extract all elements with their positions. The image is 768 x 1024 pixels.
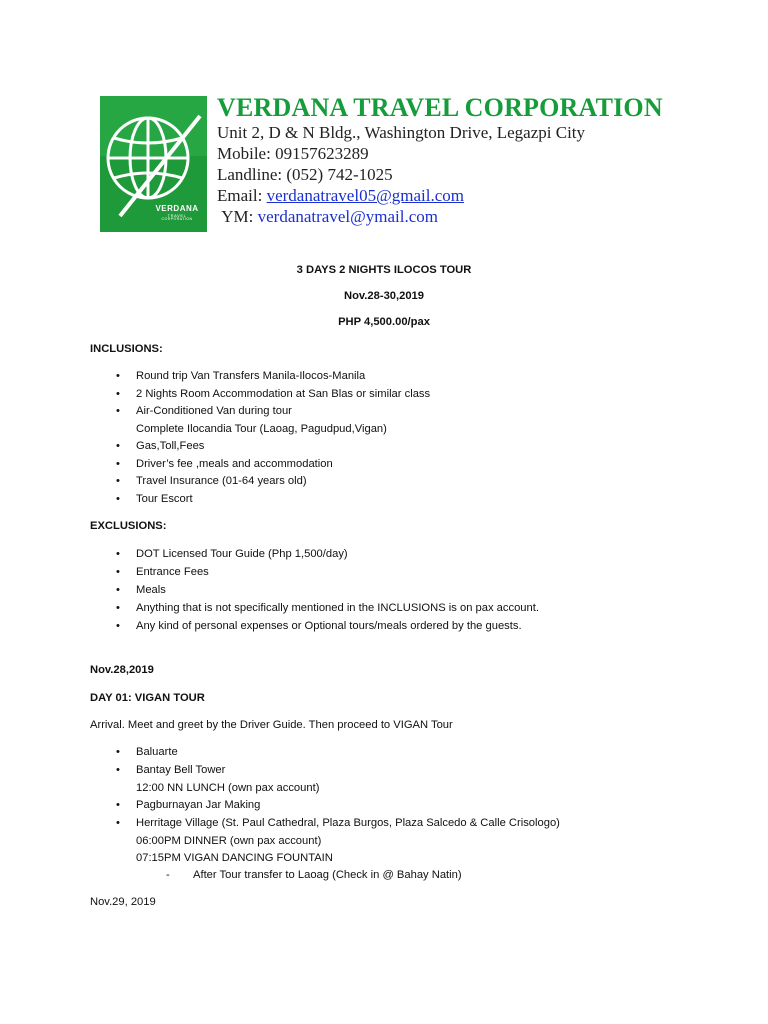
- dash-marker: -: [166, 869, 170, 881]
- day2-date: Nov.29, 2019: [90, 896, 156, 908]
- inclusion-item-continued: Complete Ilocandia Tour (Laoag, Pagudpud,Vigan): [136, 423, 387, 435]
- logo-sub: TRAVEL: [167, 213, 187, 218]
- company-logo: [100, 96, 207, 232]
- bullet-icon: •: [116, 388, 120, 400]
- ym-link[interactable]: verdanatravel@ymail.com: [257, 207, 439, 226]
- tour-dates: Nov.28-30,2019: [343, 290, 425, 302]
- email-link[interactable]: verdanatravel05@gmail.com: [266, 186, 464, 205]
- bullet-icon: •: [116, 370, 120, 382]
- bullet-icon: •: [116, 602, 120, 614]
- tour-title: 3 DAYS 2 NIGHTS ILOCOS TOUR: [296, 264, 472, 276]
- inclusion-item: Round trip Van Transfers Manila-Ilocos-Manila: [136, 370, 366, 382]
- tour-price: PHP 4,500.00/pax: [338, 316, 430, 328]
- bullet-icon: •: [116, 799, 120, 811]
- inclusion-item: Travel Insurance (01-64 years old): [136, 475, 307, 487]
- exclusions-heading: EXCLUSIONS:: [90, 520, 167, 532]
- bullet-icon: •: [116, 458, 120, 470]
- exclusion-item: Entrance Fees: [136, 566, 209, 578]
- exclusion-item: DOT Licensed Tour Guide (Php 1,500/day): [136, 548, 348, 560]
- bullet-icon: •: [116, 548, 120, 560]
- exclusion-item: Any kind of personal expenses or Optional tours/meals ordered by the guests.: [136, 620, 522, 632]
- inclusion-item: Gas,Toll,Fees: [136, 440, 205, 452]
- itinerary-note: 06:00PM DINNER (own pax account): [136, 835, 322, 847]
- company-landline: Landline: (052) 742-1025: [217, 165, 393, 184]
- inclusion-item: Driver’s fee ,meals and accommodation: [136, 458, 333, 470]
- company-mobile: Mobile: 09157623289: [217, 144, 369, 163]
- bullet-icon: •: [116, 746, 120, 758]
- bullet-icon: •: [116, 620, 120, 632]
- company-name: VERDANA TRAVEL CORPORATION: [217, 93, 663, 122]
- bullet-icon: •: [116, 584, 120, 596]
- itinerary-item: Herritage Village (St. Paul Cathedral, Plaza Burgos, Plaza Salcedo & Calle Crisologo): [136, 817, 560, 829]
- day1-intro: Arrival. Meet and greet by the Driver Guide. Then proceed to VIGAN Tour: [90, 719, 453, 731]
- exclusion-item: Meals: [136, 584, 166, 596]
- company-email-line: [217, 185, 663, 206]
- day1-date: Nov.28,2019: [90, 664, 154, 676]
- exclusion-item: Anything that is not specifically mentioned in the INCLUSIONS is on pax account.: [136, 602, 539, 614]
- company-info: [217, 94, 663, 227]
- bullet-icon: •: [116, 493, 120, 505]
- inclusion-item: 2 Nights Room Accommodation at San Blas or similar class: [136, 388, 431, 400]
- email-label: Email:: [217, 186, 267, 205]
- inclusions-heading: INCLUSIONS:: [90, 343, 163, 355]
- bullet-icon: •: [116, 764, 120, 776]
- itinerary-item: Bantay Bell Tower: [136, 764, 226, 776]
- ym-label: YM:: [221, 207, 258, 226]
- inclusion-item: Tour Escort: [136, 493, 193, 505]
- itinerary-subitem: After Tour transfer to Laoag (Check in @ Bahay Natin): [193, 869, 462, 881]
- day1-heading: DAY 01: VIGAN TOUR: [90, 692, 205, 704]
- inclusion-item: Air-Conditioned Van during tour: [136, 405, 292, 417]
- company-ym-line: [217, 206, 663, 227]
- itinerary-item: Baluarte: [136, 746, 178, 758]
- bullet-icon: •: [116, 440, 120, 452]
- company-address: Unit 2, D & N Bldg., Washington Drive, Legazpi City: [217, 123, 586, 142]
- itinerary-note: 07:15PM VIGAN DANCING FOUNTAIN: [136, 852, 333, 864]
- itinerary-item: Pagburnayan Jar Making: [136, 799, 261, 811]
- bullet-icon: •: [116, 405, 120, 417]
- itinerary-note: 12:00 NN LUNCH (own pax account): [136, 782, 320, 794]
- bullet-icon: •: [116, 566, 120, 578]
- logo-brand: VERDANA: [155, 204, 199, 213]
- logo-wordmark: [154, 205, 200, 222]
- bullet-icon: •: [116, 817, 120, 829]
- letterhead: [100, 93, 663, 234]
- bullet-icon: •: [116, 475, 120, 487]
- logo-sub2: CORPORATION: [161, 217, 193, 221]
